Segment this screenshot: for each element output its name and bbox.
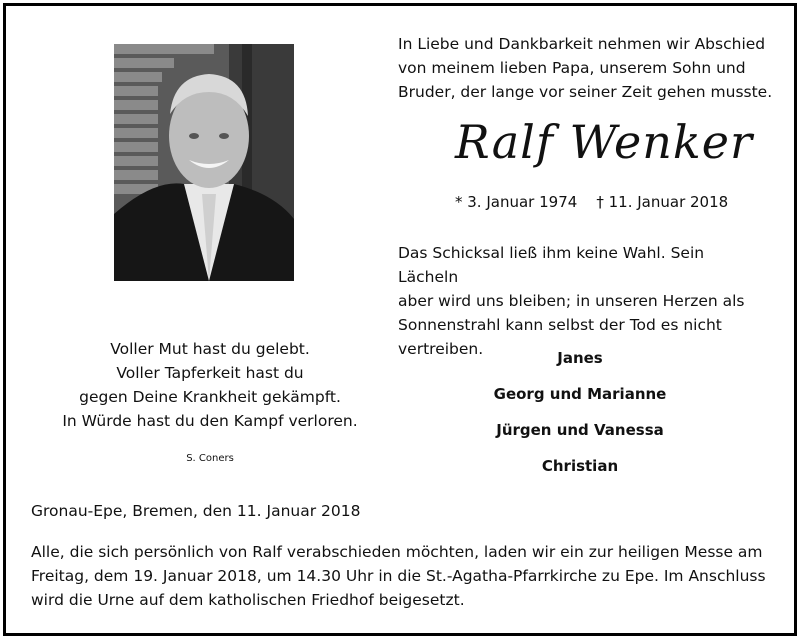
intro-line: In Liebe und Dankbarkeit nehmen wir Abschied (398, 35, 766, 53)
notice-line: wird die Urne auf dem katholischen Friedhof beigesetzt. (31, 591, 465, 609)
intro-text (398, 32, 778, 104)
portrait-photo (114, 44, 294, 281)
quote-line: vertreiben. (398, 340, 484, 358)
deceased-name: Ralf Wenker (455, 115, 753, 169)
notice-line: Alle, die sich persönlich von Ralf verabschieden möchten, laden wir ein zur heiligen Messe am (31, 543, 763, 561)
poem (40, 337, 380, 433)
birth-date: * 3. Januar 1974 (455, 193, 578, 211)
death-date: † 11. Januar 2018 (596, 193, 729, 211)
notice-line: Freitag, dem 19. Januar 2018, um 14.30 Uhr in die St.-Agatha-Pfarrkirche zu Epe. Im Anschluss (31, 567, 766, 585)
place-date: Gronau-Epe, Bremen, den 11. Januar 2018 (31, 502, 361, 520)
quote-line: aber wird uns bleiben; in unseren Herzen als (398, 292, 745, 310)
poem-line: In Würde hast du den Kampf verloren. (62, 412, 358, 430)
family-member: Janes (557, 349, 603, 367)
poem-line: Voller Mut hast du gelebt. (110, 340, 310, 358)
quote-line: Das Schicksal ließ ihm keine Wahl. Sein Lächeln (398, 244, 705, 286)
family-list (480, 346, 680, 490)
family-member: Christian (541, 457, 619, 475)
quote-line: Sonnenstrahl kann selbst der Tod es nicht (398, 316, 722, 334)
life-dates (455, 190, 755, 214)
funeral-notice (31, 540, 781, 612)
poem-line: Voller Tapferkeit hast du (116, 364, 304, 382)
memorial-quote (398, 241, 768, 361)
poem-author: S. Coners (186, 453, 234, 464)
family-member: Georg und Marianne (493, 385, 667, 403)
intro-line: von meinem lieben Papa, unserem Sohn und (398, 59, 746, 77)
intro-line: Bruder, der lange vor seiner Zeit gehen musste. (398, 83, 773, 101)
poem-line: gegen Deine Krankheit gekämpft. (79, 388, 341, 406)
family-member: Jürgen und Vanessa (496, 421, 664, 439)
